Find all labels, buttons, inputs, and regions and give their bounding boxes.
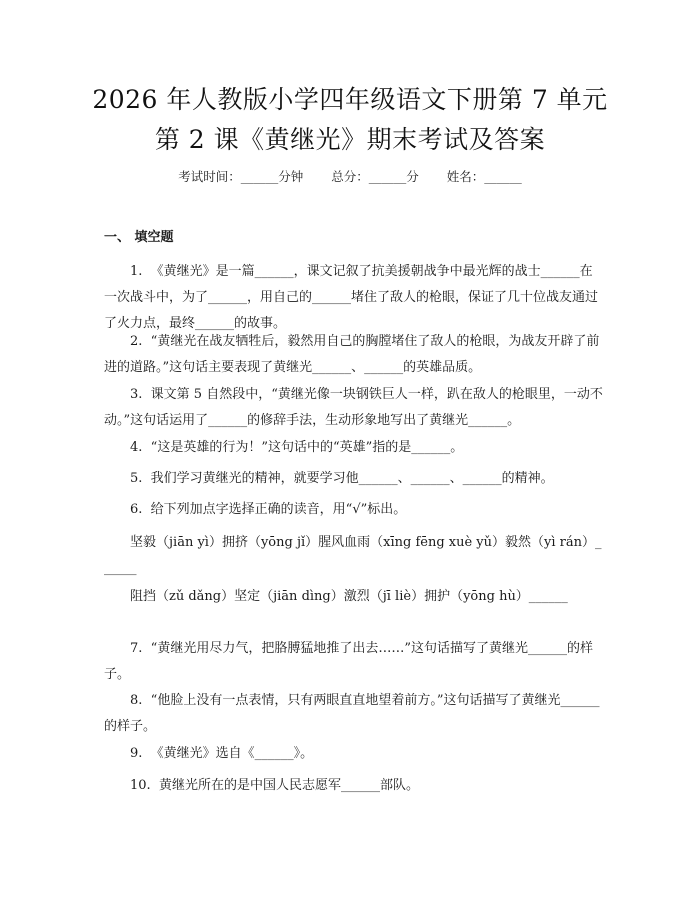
question-9 bbox=[104, 741, 604, 767]
question-4 bbox=[104, 435, 604, 461]
question-text: “黄继光用尽力气，把胳膊猛地推了出去……”这句话描写了黄继光______的样子。 bbox=[104, 641, 593, 682]
question-number: 1. bbox=[130, 264, 143, 279]
page-title-line-1: 2026 年人教版小学四年级语文下册第 7 单元 bbox=[92, 85, 608, 114]
section-heading: 一、 填空题 bbox=[104, 230, 174, 245]
question-10 bbox=[104, 773, 604, 799]
question-text: “他脸上没有一点表情，只有两眼直直地望着前方。”这句话描写了黄继光______的样子。 bbox=[104, 693, 600, 734]
student-name-field: 姓名：______ bbox=[446, 169, 522, 184]
pinyin-option-line-1: 坚毅（jiān yì）拥挤（yōng jǐ）腥风血雨（xīng fēng xuè yǔ）毅然（yì rán）______ bbox=[104, 535, 602, 576]
page-title-line-2: 第 2 课《黄继光》期末考试及答案 bbox=[154, 125, 546, 154]
question-number: 10. bbox=[130, 778, 151, 793]
exam-info-row bbox=[0, 168, 700, 186]
question-1 bbox=[104, 259, 604, 337]
question-3 bbox=[104, 382, 604, 434]
exam-time-field: 考试时间：______分钟 bbox=[178, 169, 304, 184]
question-text: 《黄继光》是一篇______，课文记叙了抗美援朝战争中最光辉的战士______在一次战斗中，为了______，用自己的______堵住了敌人的枪眼，保证了几十位战友通过了火力点，最终______的故事。 bbox=[104, 264, 599, 331]
question-2 bbox=[104, 329, 604, 381]
question-number: 2. bbox=[130, 334, 143, 349]
question-number: 8. bbox=[130, 693, 143, 708]
question-number: 9. bbox=[130, 746, 143, 761]
question-text: 《黄继光》选自《______》。 bbox=[150, 746, 314, 761]
question-text: “这是英雄的行为！”这句话中的“英雄”指的是______。 bbox=[150, 440, 464, 455]
pinyin-option-line-2: 阻挡（zǔ dǎng）坚定（jiān dìng）激烈（jī liè）拥护（yōng hù）______ bbox=[130, 589, 568, 604]
question-text: 课文第 5 自然段中，“黄继光像一块钢铁巨人一样，趴在敌人的枪眼里，一动不动。”这句话运用了______的修辞手法，生动形象地写出了黄继光______。 bbox=[104, 387, 603, 428]
question-7 bbox=[104, 636, 604, 688]
question-text: 给下列加点字选择正确的读音，用“√”标出。 bbox=[150, 502, 407, 517]
question-6 bbox=[104, 497, 604, 523]
question-text: “黄继光在战友牺牲后，毅然用自己的胸膛堵住了敌人的枪眼，为战友开辟了前进的道路。”这句话主要表现了黄继光______、______的英雄品质。 bbox=[104, 334, 600, 375]
question-number: 4. bbox=[130, 440, 143, 455]
question-number: 7. bbox=[130, 641, 143, 656]
question-number: 6. bbox=[130, 502, 143, 517]
question-5 bbox=[104, 466, 604, 492]
question-number: 5. bbox=[130, 471, 143, 486]
question-text: 我们学习黄继光的精神，就要学习他______、______、______的精神。 bbox=[150, 471, 554, 486]
total-score-field: 总分：______分 bbox=[331, 169, 419, 184]
question-number: 3. bbox=[130, 387, 143, 402]
question-8 bbox=[104, 688, 604, 740]
question-text: 黄继光所在的是中国人民志愿军______部队。 bbox=[158, 778, 419, 793]
